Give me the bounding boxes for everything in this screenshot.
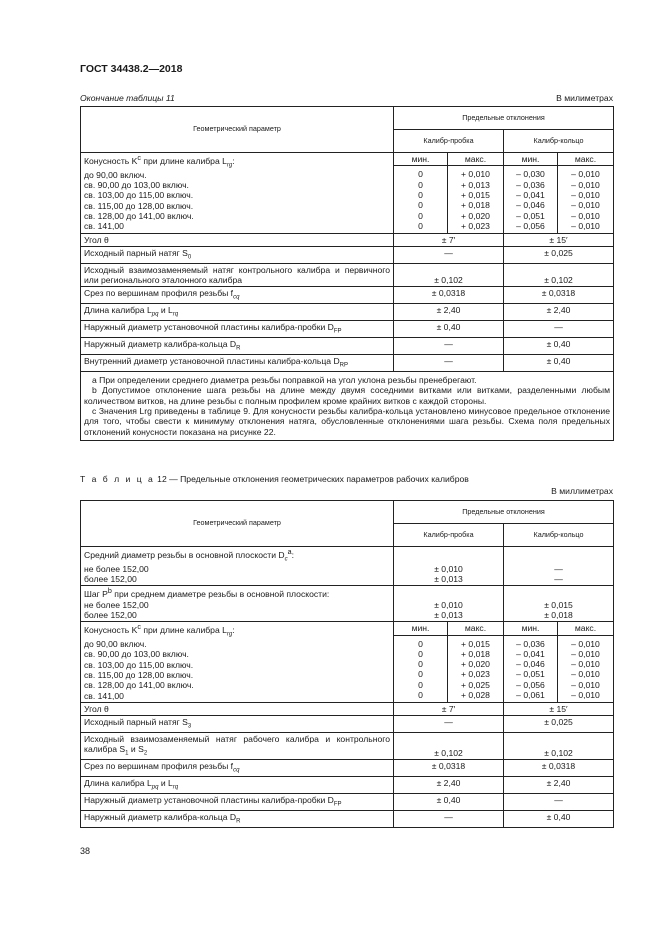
table-row bbox=[81, 233, 614, 246]
ring-max-value: – 0,010 bbox=[571, 659, 600, 670]
note-c: c Значения Lrg приведены в таблице 9. Для конусности резьбы калибра-кольца установлено минусовое предельное отклонение для того, чтобы свести к минимуму отклонения натяга, обусловленные отклонениями шага резьбы. Схема поля предельных отклонений конусности показана на рисунке 22. bbox=[84, 405, 610, 437]
outer-plate-label: Наружный диаметр установочной пластины калибра-пробки $D_{FP}$ bbox=[81, 794, 394, 811]
ring-min-value: – 0,046 bbox=[516, 659, 545, 670]
taper-range-label: св. 128,00 до 141,00 включ. bbox=[84, 211, 194, 222]
table-row bbox=[81, 622, 614, 703]
ring-max-value: – 0,010 bbox=[571, 669, 600, 680]
table-row bbox=[81, 716, 614, 733]
mid-diameter-plug bbox=[394, 547, 504, 586]
outer-plate-plug: ± 0,40 bbox=[394, 321, 504, 338]
crest-plug: ± 0,0318 bbox=[394, 287, 504, 304]
pitch-range-label: не более 152,00 bbox=[84, 599, 149, 610]
length-plug: ± 2,40 bbox=[394, 777, 504, 794]
ring-max-value: – 0,010 bbox=[571, 679, 600, 690]
pitch-plug-value: ± 0,013 bbox=[434, 609, 463, 620]
length-label: Длина калибра $L_{pq}$ и $L_{rq}$ bbox=[81, 777, 394, 794]
col-param-header: Геометрический параметр bbox=[81, 501, 394, 547]
table-notes-row bbox=[81, 372, 614, 441]
ring-outer-label: Наружный диаметр калибра-кольца $D_R$ bbox=[81, 810, 394, 827]
ring-max-value: – 0,010 bbox=[571, 200, 600, 211]
table12-units: В миллиметрах bbox=[551, 486, 613, 496]
plug-max-value: + 0,013 bbox=[461, 179, 490, 190]
ring-min-cell: мин. – 0,030 – 0,036 – 0,041 – 0,046 – 0,051 – 0,056 bbox=[504, 153, 558, 234]
taper-range-label: св. 103,00 до 115,00 включ. bbox=[84, 659, 194, 670]
col-limits-header: Предельные отклонения bbox=[394, 107, 614, 130]
inner-plate-ring: ± 0,40 bbox=[504, 355, 614, 372]
interch-plug: ± 0,102 bbox=[394, 263, 504, 287]
plug-max-value: + 0,023 bbox=[461, 669, 490, 680]
table-row bbox=[81, 760, 614, 777]
table-row bbox=[81, 733, 614, 760]
plug-max-value: + 0,018 bbox=[461, 200, 490, 211]
table-row bbox=[81, 338, 614, 355]
ring-max-value: – 0,010 bbox=[571, 169, 600, 180]
interch-ring: ± 0,102 bbox=[504, 263, 614, 287]
plug-min-value: 0 bbox=[418, 210, 423, 221]
crest-plug: ± 0,0318 bbox=[394, 760, 504, 777]
table-row bbox=[81, 263, 614, 287]
crest-label: Срез по вершинам профиля резьбы $f_{cq}$ bbox=[81, 287, 394, 304]
plug-max-cell: макс. + 0,010 + 0,013 + 0,015 + 0,018 + 0,020 + 0,023 bbox=[448, 153, 504, 234]
taper-range-label: св. 141,00 bbox=[84, 690, 124, 701]
mid-diameter-range-labels bbox=[84, 564, 390, 585]
pair-ring: ± 0,025 bbox=[504, 716, 614, 733]
interch-label: Исходный взаимозаменяемый натяг рабочего калибра и контрольного калибра $S_1$ и $S_2$ bbox=[81, 733, 394, 760]
plug-min-value: 0 bbox=[418, 638, 423, 649]
taper-range-label: до 90,00 включ. bbox=[84, 169, 147, 180]
ring-max-value: – 0,010 bbox=[571, 189, 600, 200]
plug-max-value: + 0,015 bbox=[461, 189, 490, 200]
pitch-range-labels bbox=[84, 600, 390, 621]
table-row bbox=[81, 246, 614, 263]
taper-range-label: св. 90,00 до 103,00 включ. bbox=[84, 649, 189, 660]
ring-min-value: – 0,056 bbox=[516, 220, 545, 231]
pitch-cell bbox=[81, 586, 394, 622]
angle-label: Угол θ bbox=[81, 702, 394, 715]
length-ring: ± 2,40 bbox=[504, 777, 614, 794]
table-notes bbox=[81, 372, 614, 441]
ring-outer-ring: ± 0,40 bbox=[504, 810, 614, 827]
angle-ring: ± 15′ bbox=[504, 702, 614, 715]
ring-min-cell: мин. – 0,036 – 0,041 – 0,046 – 0,051 – 0,056 – 0,061 bbox=[504, 622, 558, 703]
angle-plug: ± 7′ bbox=[394, 702, 504, 715]
ring-max-value: – 0,010 bbox=[571, 638, 600, 649]
angle-plug: ± 7′ bbox=[394, 233, 504, 246]
angle-ring: ± 15′ bbox=[504, 233, 614, 246]
crest-ring: ± 0,0318 bbox=[504, 287, 614, 304]
taper-range-label: до 90,00 включ. bbox=[84, 638, 147, 649]
ring-outer-label: Наружный диаметр калибра-кольца $D_R$ bbox=[81, 338, 394, 355]
taper-cell bbox=[81, 153, 394, 234]
ring-outer-ring: ± 0,40 bbox=[504, 338, 614, 355]
table-row bbox=[81, 321, 614, 338]
ring-max-value: – 0,010 bbox=[571, 210, 600, 221]
ring-min-value: – 0,036 bbox=[516, 638, 545, 649]
outer-plate-label: Наружный диаметр установочной пластины калибра-пробки $D_{FP}$ bbox=[81, 321, 394, 338]
table-row bbox=[81, 702, 614, 715]
col-plug-header: Калибр-пробка bbox=[394, 130, 504, 153]
mid-diameter-cell bbox=[81, 547, 394, 586]
ring-min-value: – 0,041 bbox=[516, 189, 545, 200]
col-ring-header: Калибр-кольцо bbox=[504, 524, 614, 547]
plug-min-value: 0 bbox=[418, 179, 423, 190]
mid-ring-value: — bbox=[554, 574, 563, 585]
plug-max-value: + 0,023 bbox=[461, 220, 490, 231]
taper-range-label: св. 115,00 до 128,00 включ. bbox=[84, 200, 194, 211]
table11-units: В милиметрах bbox=[556, 93, 613, 103]
plug-max-cell: макс. + 0,015 + 0,018 + 0,020 + 0,023 + 0,025 + 0,028 bbox=[448, 622, 504, 703]
pair-plug: — bbox=[394, 246, 504, 263]
table-row bbox=[81, 586, 614, 622]
taper-range-labels bbox=[84, 170, 390, 232]
interch-plug: ± 0,102 bbox=[394, 733, 504, 760]
table-11 bbox=[80, 106, 614, 441]
ring-max-cell: макс. – 0,010 – 0,010 – 0,010 – 0,010 – 0,010 – 0,010 bbox=[558, 153, 614, 234]
plug-max-value: + 0,015 bbox=[461, 638, 490, 649]
pair-plug: — bbox=[394, 716, 504, 733]
crest-label: Срез по вершинам профиля резьбы $f_{cq}$ bbox=[81, 760, 394, 777]
table-row bbox=[81, 355, 614, 372]
taper-range-label: св. 141,00 bbox=[84, 221, 124, 232]
note-b: b Допустимое отклонение шага резьбы на длине между двумя соседними витками или витками, разделенными любым количеством витков, на длине резьбы с полным профилем кроме крайних витков с каждой стороны. bbox=[84, 385, 610, 406]
pair-ring: ± 0,025 bbox=[504, 246, 614, 263]
plug-max-value: + 0,020 bbox=[461, 210, 490, 221]
pair-label: Исходный парный натяг $S_3$ bbox=[81, 716, 394, 733]
ring-outer-plug: — bbox=[394, 338, 504, 355]
crest-ring: ± 0,0318 bbox=[504, 760, 614, 777]
pitch-ring bbox=[504, 586, 614, 622]
table-header-row bbox=[81, 501, 614, 524]
taper-label: Конусность $K^c$ при длине калибра $L_{rg}$: bbox=[84, 154, 235, 169]
inner-plate-plug: — bbox=[394, 355, 504, 372]
table-row bbox=[81, 777, 614, 794]
table12-title: Т а б л и ц а 12 — Предельные отклонения геометрических параметров рабочих калибров bbox=[80, 474, 469, 484]
outer-plate-ring: — bbox=[504, 794, 614, 811]
taper-label: Конусность $K^c$ при длине калибра $L_{rg}$: bbox=[84, 623, 235, 638]
pitch-plug-value: ± 0,010 bbox=[434, 599, 463, 610]
mid-diameter-ring bbox=[504, 547, 614, 586]
table-row bbox=[81, 794, 614, 811]
page-number: 38 bbox=[80, 846, 91, 856]
length-ring: ± 2,40 bbox=[504, 304, 614, 321]
pitch-ring-value: ± 0,018 bbox=[544, 609, 573, 620]
pitch-range-label: более 152,00 bbox=[84, 609, 137, 620]
interch-ring: ± 0,102 bbox=[504, 733, 614, 760]
pitch-label: Шаг $P^b$ при среднем диаметре резьбы в основной плоскости: bbox=[84, 587, 330, 600]
plug-min-cell: мин. 0 0 0 0 0 0 bbox=[394, 622, 448, 703]
plug-min-value: 0 bbox=[418, 648, 423, 659]
plug-min-value: 0 bbox=[418, 659, 423, 670]
table-header-row bbox=[81, 107, 614, 130]
ring-min-value: – 0,030 bbox=[516, 169, 545, 180]
plug-max-value: + 0,020 bbox=[461, 659, 490, 670]
ring-min-value: – 0,051 bbox=[516, 669, 545, 680]
plug-max-value: + 0,025 bbox=[461, 679, 490, 690]
ring-max-value: – 0,010 bbox=[571, 220, 600, 231]
pair-label: Исходный парный натяг $S_0$ bbox=[81, 246, 394, 263]
ring-min-value: – 0,061 bbox=[516, 690, 545, 701]
table11-caption: Окончание таблицы 11 bbox=[80, 93, 175, 103]
pitch-ring-value: ± 0,015 bbox=[544, 599, 573, 610]
mid-diameter-label: Средний диаметр резьбы в основной плоскости $D_c^a$: bbox=[84, 548, 295, 563]
length-label: Длина калибра $L_{pq}$ и $L_{rq}$ bbox=[81, 304, 394, 321]
col-limits-header: Предельные отклонения bbox=[394, 501, 614, 524]
table-row bbox=[81, 547, 614, 586]
taper-range-label: св. 90,00 до 103,00 включ. bbox=[84, 180, 189, 191]
taper-range-label: св. 103,00 до 115,00 включ. bbox=[84, 190, 194, 201]
mid-plug-value: ± 0,013 bbox=[434, 574, 463, 585]
angle-label: Угол θ bbox=[81, 233, 394, 246]
ring-max-value: – 0,010 bbox=[571, 648, 600, 659]
ring-min-value: – 0,041 bbox=[516, 648, 545, 659]
document-header: ГОСТ 34438.2—2018 bbox=[80, 63, 183, 75]
plug-min-value: 0 bbox=[418, 169, 423, 180]
plug-min-value: 0 bbox=[418, 679, 423, 690]
col-param-header: Геометрический параметр bbox=[81, 107, 394, 153]
mid-range-label: более 152,00 bbox=[84, 574, 137, 585]
taper-range-labels bbox=[84, 639, 390, 701]
ring-min-value: – 0,056 bbox=[516, 679, 545, 690]
taper-range-label: св. 128,00 до 141,00 включ. bbox=[84, 680, 194, 691]
plug-min-cell: мин. 0 0 0 0 0 0 bbox=[394, 153, 448, 234]
col-ring-header: Калибр-кольцо bbox=[504, 130, 614, 153]
plug-min-value: 0 bbox=[418, 220, 423, 231]
ring-min-value: – 0,051 bbox=[516, 210, 545, 221]
taper-range-label: св. 115,00 до 128,00 включ. bbox=[84, 669, 194, 680]
table-12 bbox=[80, 500, 614, 828]
ring-outer-plug: — bbox=[394, 810, 504, 827]
col-plug-header: Калибр-пробка bbox=[394, 524, 504, 547]
table-row bbox=[81, 304, 614, 321]
plug-min-value: 0 bbox=[418, 669, 423, 680]
ring-min-value: – 0,036 bbox=[516, 179, 545, 190]
inner-plate-label: Внутренний диаметр установочной пластины калибра-кольца $D_{RP}$ bbox=[81, 355, 394, 372]
ring-max-cell: макс. – 0,010 – 0,010 – 0,010 – 0,010 – 0,010 – 0,010 bbox=[558, 622, 614, 703]
outer-plate-plug: ± 0,40 bbox=[394, 794, 504, 811]
length-plug: ± 2,40 bbox=[394, 304, 504, 321]
plug-min-value: 0 bbox=[418, 690, 423, 701]
pitch-plug bbox=[394, 586, 504, 622]
ring-max-value: – 0,010 bbox=[571, 690, 600, 701]
ring-min-value: – 0,046 bbox=[516, 200, 545, 211]
table-row bbox=[81, 287, 614, 304]
taper-cell bbox=[81, 622, 394, 703]
table-row bbox=[81, 153, 614, 234]
note-a: a При определении среднего диаметра резьбы поправкой на угол уклона резьбы пренебрегают. bbox=[92, 375, 477, 386]
mid-ring-value: — bbox=[554, 563, 563, 574]
table-row bbox=[81, 810, 614, 827]
interch-label: Исходный взаимозаменяемый натяг контрольного калибра и первичного или регионального эталонного калибра bbox=[81, 263, 394, 287]
plug-max-value: + 0,010 bbox=[461, 169, 490, 180]
plug-max-value: + 0,018 bbox=[461, 648, 490, 659]
mid-range-label: не более 152,00 bbox=[84, 563, 149, 574]
plug-max-value: + 0,028 bbox=[461, 690, 490, 701]
ring-max-value: – 0,010 bbox=[571, 179, 600, 190]
plug-min-value: 0 bbox=[418, 200, 423, 211]
mid-plug-value: ± 0,010 bbox=[434, 563, 463, 574]
plug-min-value: 0 bbox=[418, 189, 423, 200]
outer-plate-ring: — bbox=[504, 321, 614, 338]
